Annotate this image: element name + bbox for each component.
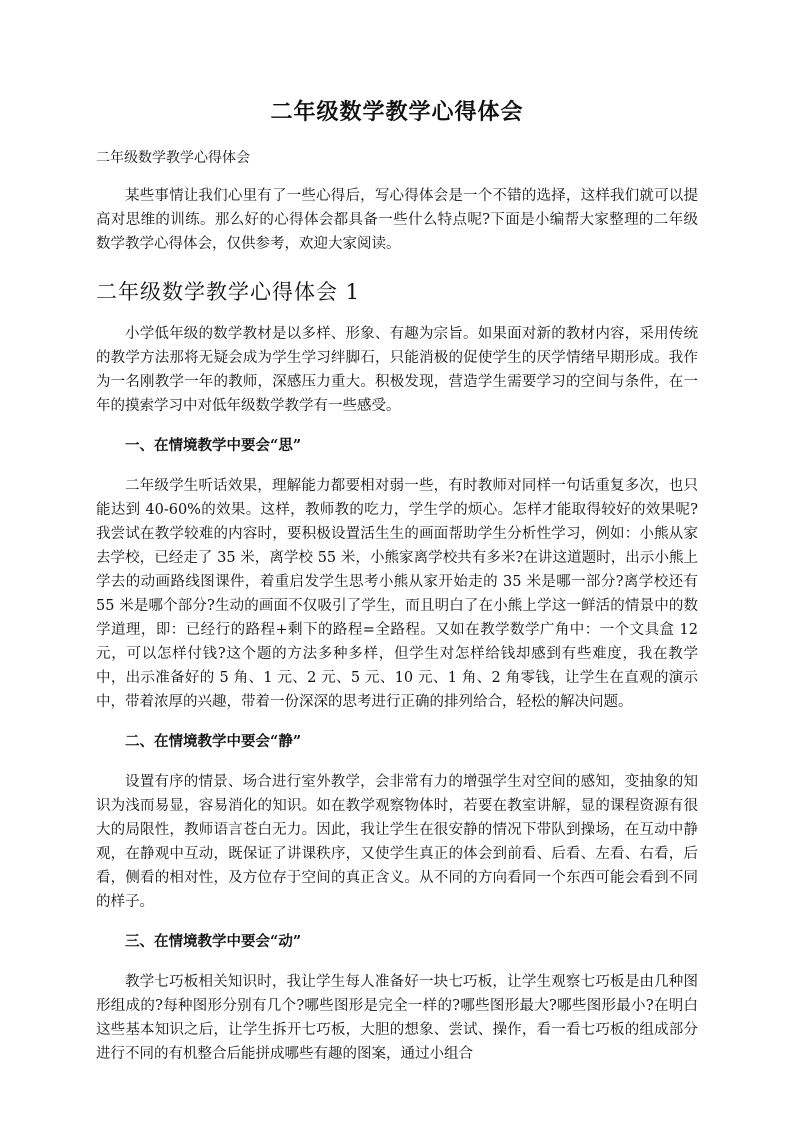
point-paragraph-1: 二年级学生听话效果，理解能力都要相对弱一些，有时教师对同样一句话重复多次，也只能达到 40-60%的效果。这样，教师教的吃力，学生学的烦心。怎样才能取得较好的效果呢?我尝试在教学较难的内容时，要积极设置活生生的画面帮助学生分析性学习，例如：小熊从家去学校，已经走了 35 米，离学校 55 米，小熊家离学校共有多米?在讲这道题时，出示小熊上学去的动画路线图课件，着重启发学生思考小熊从家开始走的 35 米是哪一部分?离学校还有 55 米是哪个部分?生动的画面不仅吸引了学生，而且明白了在小熊上学这一鲜活的情景中的数学道理，即：已经行的路程+剩下的路程=全路程。又如在教学数学广角中：一个文具盒 12 元，可以怎样付钱?这个题的方法多种多样，但学生对怎样给钱却感到有些难度，我在教学中，出示准备好的 5 角、1 元、2 元、5 元、10 元、1 角、2 角零钱，让学生在直观的演示中，带着浓厚的兴趣，带着一份深深的思考进行正确的排列给合，轻松的解决问题。 (96, 478, 698, 710)
point-heading-1: 一、在情境教学中要会“思” (125, 437, 302, 454)
point-paragraph-2: 设置有序的情景、场合进行室外教学，会非常有力的增强学生对空间的感知，变抽象的知识为浅而易显，容易消化的知识。如在教学观察物体时，若要在教室讲解，显的课程资源有很大的局限性，教师语言苍白无力。因此，我让学生在很安静的情况下带队到操场，在互动中静观，在静观中互动，既保证了讲课秩序，又使学生真正的体会到前看、后看、左看、右看，后看，侧看的相对性，及方位存于空间的真正含义。从不同的方向看同一个东西可能会看到不同的样子。 (96, 774, 698, 910)
document-subtitle: 二年级数学教学心得体会 (96, 150, 250, 166)
document-title: 二年级数学教学心得体会 (270, 99, 524, 125)
section-heading: 二年级数学教学心得体会 1 (96, 280, 361, 304)
point-paragraph-3: 教学七巧板相关知识时，我让学生每人准备好一块七巧板，让学生观察七巧板是由几种图形组成的?每种图形分别有几个?哪些图形是完全一样的?哪些图形最大?哪些图形最小?在明白这些基本知识之后，让学生拆开七巧板，大胆的想象、尝试、操作，看一看七巧板的组成部分进行不同的有机整合后能拼成哪些有趣的图案，通过小组合 (96, 974, 698, 1062)
point-heading-2: 二、在情境教学中要会“静” (125, 733, 302, 750)
point-heading-3: 三、在情境教学中要会“动” (125, 933, 302, 950)
section-paragraph: 小学低年级的数学教材是以多样、形象、有趣为宗旨。如果面对新的教材内容，采用传统的教学方法那将无疑会成为学生学习绊脚石，只能消极的促使学生的厌学情绪早期形成。我作为一名刚教学一年的教师，深感压力重大。积极发现，营造学生需要学习的空间与条件，在一年的摸索学习中对低年级数学教学有一些感受。 (96, 326, 698, 414)
intro-paragraph: 某些事情让我们心里有了一些心得后，写心得体会是一个不错的选择，这样我们就可以提高对思维的训练。那么好的心得体会都具备一些什么特点呢?下面是小编帮大家整理的二年级数学教学心得体会，仅供参考，欢迎大家阅读。 (96, 188, 698, 252)
